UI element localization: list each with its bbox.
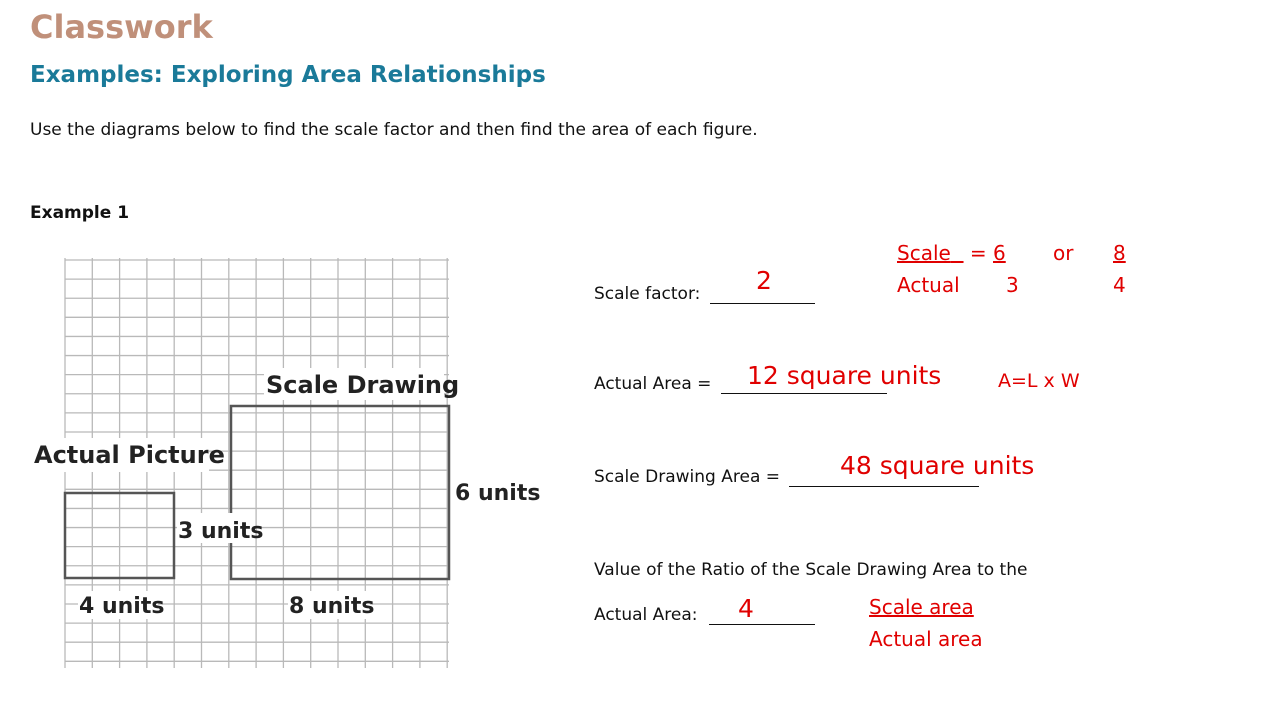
fraction-num2: 8 xyxy=(1113,241,1126,265)
ratio-label: Actual Area: xyxy=(594,605,698,625)
fraction-den1: 3 xyxy=(1006,273,1019,297)
fraction-scale-word: Scale xyxy=(897,241,951,265)
scale-height-label: 6 units xyxy=(455,481,541,506)
ratio-question-line1: Value of the Ratio of the Scale Drawing Area to the xyxy=(594,560,1028,580)
ratio-fraction-bottom: Actual area xyxy=(869,627,983,651)
example-label: Example 1 xyxy=(30,203,130,223)
fraction-actual-word: Actual xyxy=(897,273,960,297)
ratio-blank xyxy=(709,606,815,625)
page-title: Classwork xyxy=(30,8,213,46)
scale-factor-answer: 2 xyxy=(756,266,772,295)
fraction-num1: 6 xyxy=(993,241,1006,265)
fraction-den2: 4 xyxy=(1113,273,1126,297)
scale-area-label: Scale Drawing Area = xyxy=(594,467,781,487)
ratio-answer: 4 xyxy=(738,594,754,623)
page-subtitle: Examples: Exploring Area Relationships xyxy=(30,62,546,88)
ratio-fraction-top: Scale area xyxy=(869,595,974,619)
actual-width-label: 4 units xyxy=(79,594,165,619)
scale-fraction-top xyxy=(897,241,1006,265)
scale-factor-label: Scale factor: xyxy=(594,284,701,304)
fraction-eq: = xyxy=(969,241,987,265)
actual-area-answer: 12 square units xyxy=(747,361,942,390)
area-formula: A=L x W xyxy=(998,370,1080,392)
scale-width-label: 8 units xyxy=(289,594,375,619)
scale-factor-row xyxy=(594,284,815,304)
grid-diagram xyxy=(34,258,541,670)
scale-area-answer: 48 square units xyxy=(840,451,1035,480)
instructions: Use the diagrams below to find the scale factor and then find the area of each figure. xyxy=(30,120,758,140)
actual-area-label: Actual Area = xyxy=(594,374,712,394)
scale-drawing-label: Scale Drawing xyxy=(266,371,460,399)
actual-picture-label: Actual Picture xyxy=(34,441,225,469)
fraction-or: or xyxy=(1053,241,1074,265)
actual-height-label: 3 units xyxy=(178,519,264,544)
ratio-row xyxy=(594,605,815,625)
